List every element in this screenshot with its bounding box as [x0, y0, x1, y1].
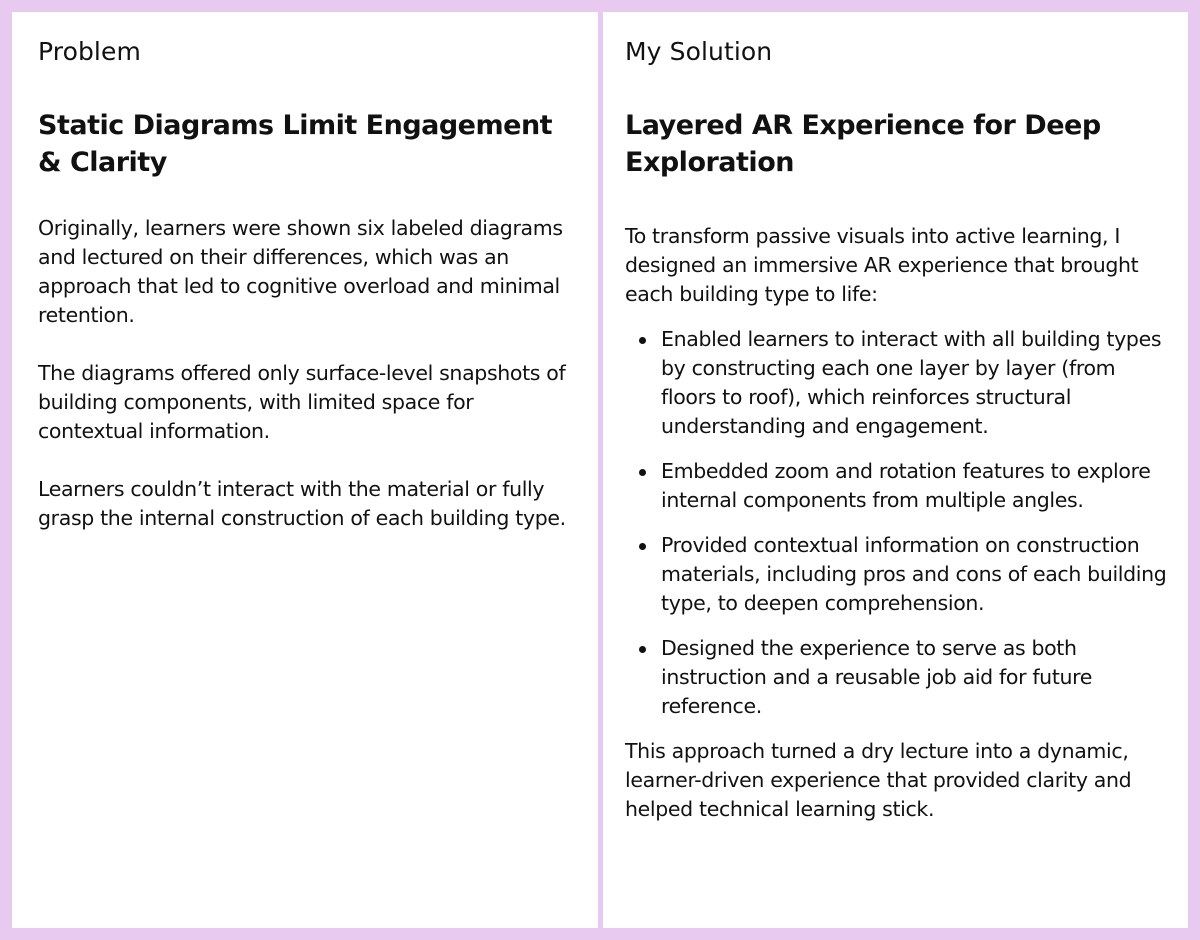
list-item — [661, 531, 1170, 618]
problem-panel — [12, 12, 598, 928]
solution-conclusion: This approach turned a dry lecture into a dynamic, learner-driven experience that provided clarity and helped technical learning stick. — [625, 739, 1132, 821]
list-item — [661, 325, 1170, 441]
problem-paragraph-1: Originally, learners were shown six labeled diagrams and lectured on their differences, which was an approach that led to cognitive overload and minimal retention. — [38, 216, 563, 327]
solution-panel — [603, 12, 1188, 928]
bullet-icon — [639, 469, 646, 476]
bullet-icon — [639, 337, 646, 344]
solution-intro: To transform passive visuals into active learning, I designed an immersive AR experience that brought each building type to life: — [625, 224, 1139, 306]
problem-label: Problem — [38, 37, 141, 66]
solution-heading: Layered AR Experience for Deep Exploration — [625, 110, 1101, 178]
solution-label: My Solution — [625, 37, 773, 66]
bullet-icon — [639, 646, 646, 653]
list-item — [661, 634, 1170, 721]
problem-paragraph-2: The diagrams offered only surface-level snapshots of building components, with limited space for contextual information. — [38, 361, 566, 443]
solution-bullet-list — [625, 325, 1170, 721]
problem-heading: Static Diagrams Limit Engagement & Clarity — [38, 110, 553, 178]
bullet-text: Provided contextual information on construction materials, including pros and cons of each building type, to deepen comprehension. — [661, 533, 1167, 615]
bullet-text: Enabled learners to interact with all building types by constructing each one layer by layer (from floors to roof), which reinforces structural understanding and engagement. — [661, 327, 1162, 438]
bullet-icon — [639, 543, 646, 550]
list-item — [661, 457, 1170, 515]
bullet-text: Embedded zoom and rotation features to explore internal components from multiple angles. — [661, 459, 1151, 512]
problem-paragraph-3: Learners couldn’t interact with the material or fully grasp the internal construction of each building type. — [38, 477, 566, 530]
bullet-text: Designed the experience to serve as both instruction and a reusable job aid for future reference. — [661, 636, 1093, 718]
